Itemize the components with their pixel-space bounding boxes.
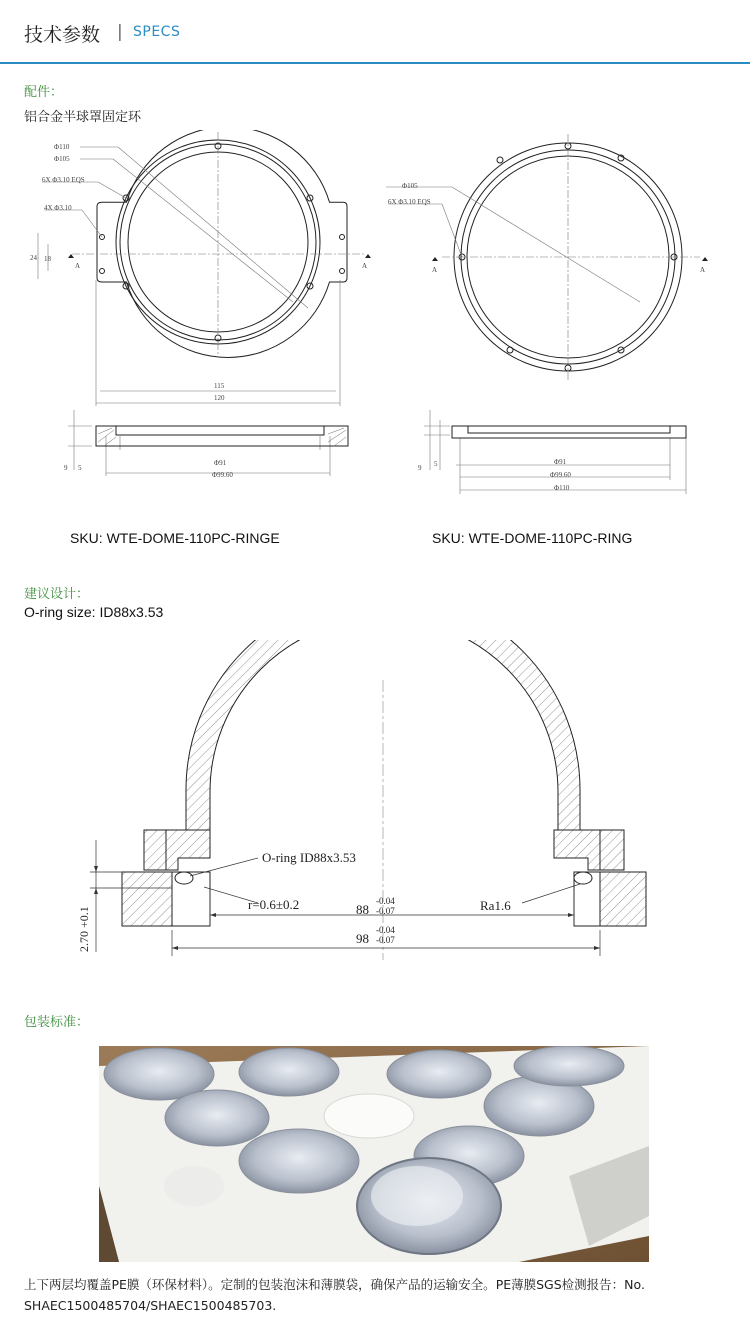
packaging-description: 上下两层均覆盖PE膜（环保材料）。定制的包装泡沫和薄膜袋，确保产品的运输安全。PE薄膜SGS检测报告：No. SHAEC1500485704/SHAEC1500485703. bbox=[24, 1277, 645, 1313]
dim-98-label: 98 bbox=[356, 931, 369, 946]
header-subtitle: SPECS bbox=[133, 24, 181, 40]
left-dim-label: 9 bbox=[64, 464, 68, 472]
right-dim-label: 5 bbox=[434, 460, 438, 468]
packaging-photo-illustration bbox=[99, 1046, 649, 1262]
left-dim-label: A bbox=[362, 262, 368, 270]
dim-88-label: 88 bbox=[356, 902, 369, 917]
right-ring-drawing bbox=[380, 130, 720, 500]
page-header bbox=[0, 0, 750, 62]
right-dim-label: Φ91 bbox=[554, 458, 567, 466]
roughness-callout: Ra1.6 bbox=[480, 898, 511, 913]
left-dim-label: Φ105 bbox=[54, 155, 70, 163]
oring-callout: O-ring ID88x3.53 bbox=[262, 850, 356, 865]
height-callout: 2.70 +0.1 bbox=[77, 906, 91, 952]
left-ring-drawing bbox=[28, 130, 380, 500]
packaging-label: 包装标准： bbox=[24, 1015, 90, 1030]
dim-98-upper: -0.04 bbox=[376, 925, 395, 935]
radius-callout: r=0.6±0.2 bbox=[248, 897, 300, 912]
left-dim-label: Φ110 bbox=[54, 143, 70, 151]
sku-right: SKU: WTE-DOME-110PC-RING bbox=[432, 530, 633, 546]
left-dim-label: 5 bbox=[78, 464, 82, 472]
right-dim-label: 6X Φ3.10 EQS bbox=[388, 198, 431, 206]
right-dim-label: 9 bbox=[418, 464, 422, 472]
dome-section-drawing bbox=[60, 640, 660, 970]
left-dim-label: Φ99.60 bbox=[212, 471, 233, 479]
left-dim-label: A bbox=[75, 262, 81, 270]
header-title: 技术参数 bbox=[24, 24, 101, 46]
header-separator: | bbox=[117, 22, 123, 42]
design-label: 建议设计： bbox=[24, 587, 90, 602]
packaging-photo bbox=[99, 1046, 649, 1262]
left-dim-label: 18 bbox=[44, 255, 51, 263]
sku-left: SKU: WTE-DOME-110PC-RINGE bbox=[70, 530, 280, 546]
left-dim-label: 24 bbox=[30, 254, 37, 262]
header-divider bbox=[0, 62, 750, 64]
dim-88-lower: -0.07 bbox=[376, 906, 395, 916]
left-dim-label: 120 bbox=[214, 394, 225, 402]
right-dim-label: A bbox=[700, 266, 706, 274]
accessory-name: 铝合金半球罩固定环 bbox=[24, 110, 142, 125]
left-dim-label: 6X Φ3.10 EQS bbox=[42, 176, 85, 184]
accessories-label: 配件： bbox=[24, 85, 64, 100]
left-dim-label: 115 bbox=[214, 382, 225, 390]
left-dim-label: 4X Φ3.10 bbox=[44, 204, 72, 212]
dim-88-upper: -0.04 bbox=[376, 896, 395, 906]
right-dim-label: Φ105 bbox=[402, 182, 418, 190]
left-dim-label: Φ91 bbox=[214, 459, 227, 467]
right-dim-label: Φ110 bbox=[554, 484, 570, 492]
right-dim-label: Φ99.60 bbox=[550, 471, 571, 479]
oring-size: O-ring size: ID88x3.53 bbox=[24, 604, 164, 620]
right-dim-label: A bbox=[432, 266, 438, 274]
dim-98-lower: -0.07 bbox=[376, 935, 395, 945]
